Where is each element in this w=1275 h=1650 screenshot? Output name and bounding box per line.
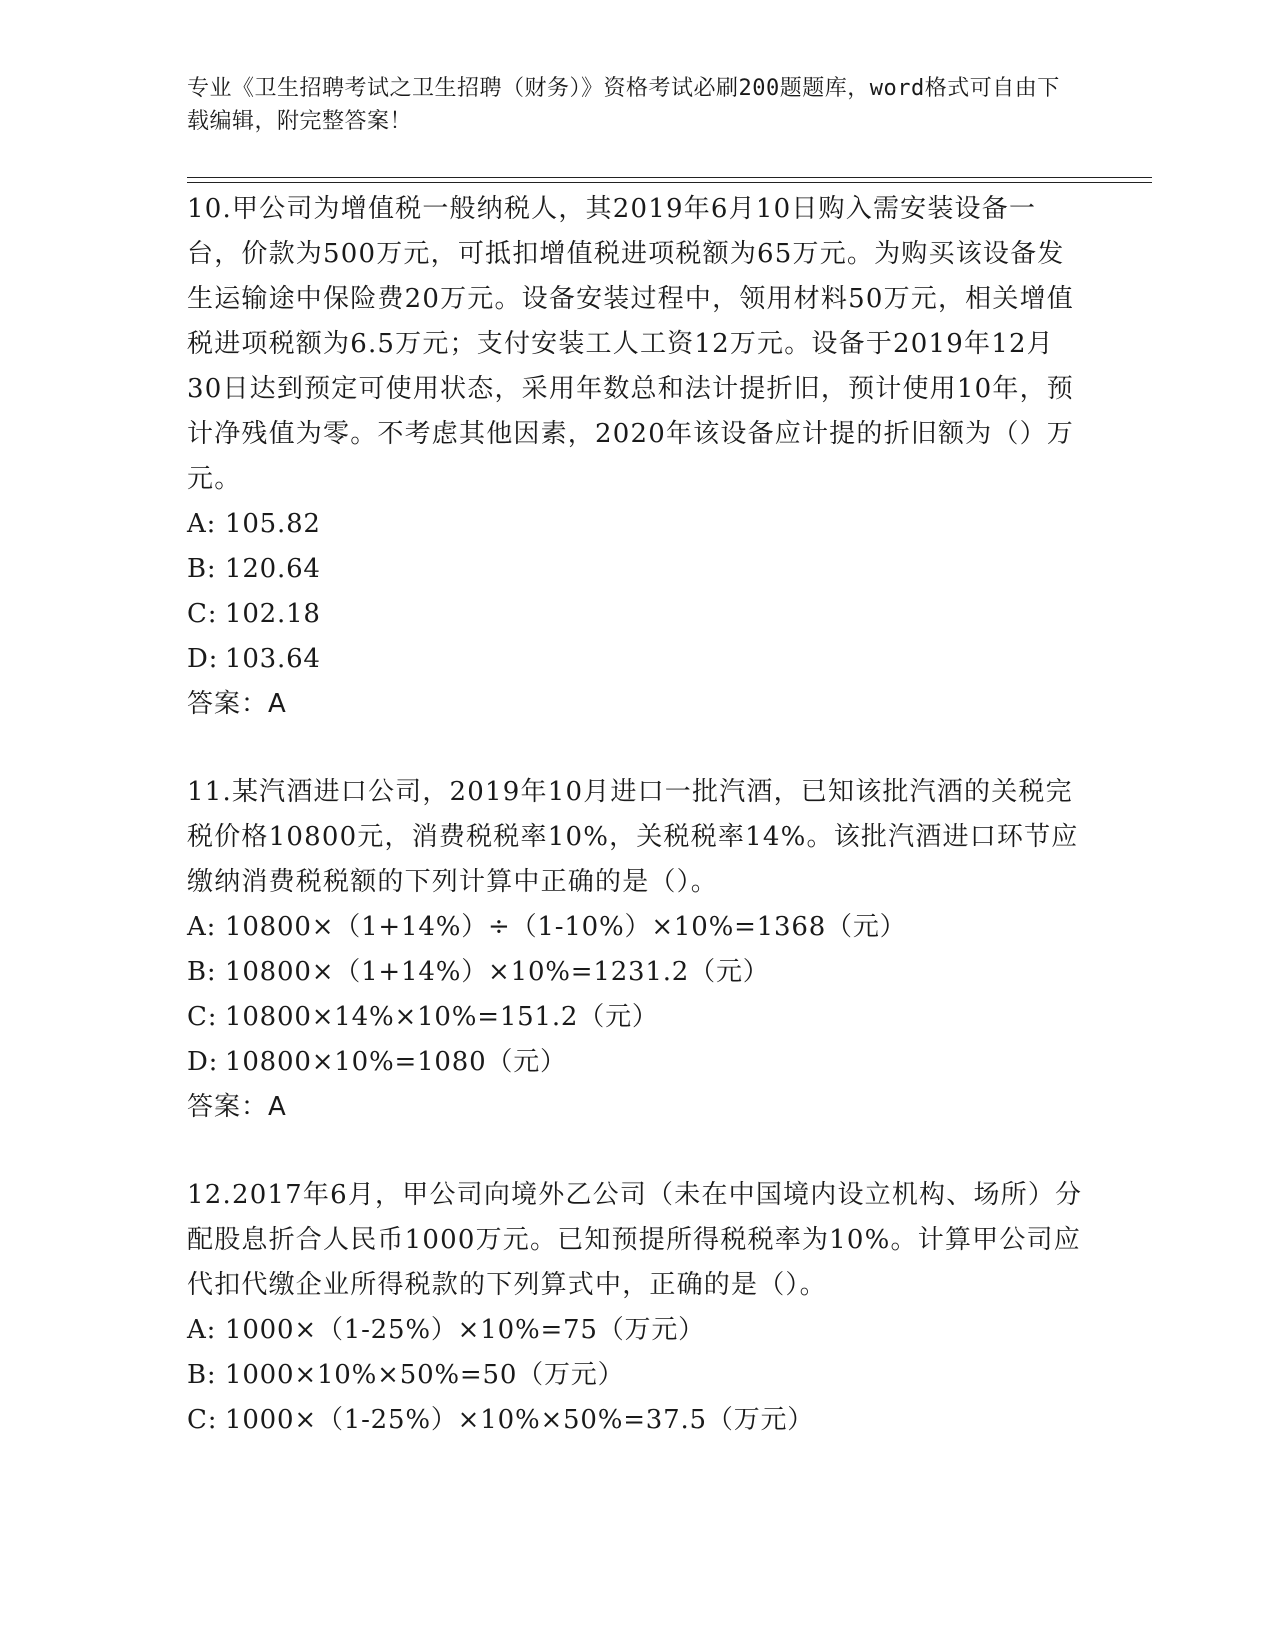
option-letter: B: <box>187 957 217 987</box>
option-letter: A: <box>187 1315 217 1345</box>
option-letter: A: <box>187 912 217 942</box>
question-list <box>187 187 1087 1486</box>
page-header-text: 专业《卫生招聘考试之卫生招聘（财务）》资格考试必刷200题题库，word格式可自由下载编辑，附完整答案！ <box>187 76 1060 134</box>
option-a <box>187 502 1087 547</box>
option-text: 10800×（1+14%）×10%=1231.2（元） <box>225 957 770 987</box>
question-stem: 10.甲公司为增值税一般纳税人，其2019年6月10日购入需安装设备一台，价款为500万元，可抵扣增值税进项税额为65万元。为购买该设备发生运输途中保险费20万元。设备安装过程中，领用材料50万元，相关增值税进项税额为6.5万元；支付安装工人工资12万元。设备于2019年12月30日达到预定可使用状态，采用年数总和法计提折旧，预计使用10年，预计净残值为零。不考虑其他因素，2020年该设备应计提的折旧额为（）万元。 <box>187 194 1074 494</box>
option-letter: B: <box>187 554 217 584</box>
question-11 <box>187 770 1087 1130</box>
option-c <box>187 592 1087 637</box>
header-double-rule <box>187 177 1152 183</box>
option-text: 10800×10%=1080（元） <box>225 1047 567 1077</box>
option-text: 120.64 <box>225 554 321 584</box>
option-a <box>187 1308 1087 1353</box>
option-letter: D: <box>187 1047 219 1077</box>
option-letter: D: <box>187 644 219 674</box>
option-text: 103.64 <box>225 644 321 674</box>
question-12 <box>187 1173 1087 1443</box>
option-letter: C: <box>187 1405 218 1435</box>
option-d <box>187 637 1087 682</box>
option-text: 1000×（1-25%）×10%=75（万元） <box>225 1315 705 1345</box>
option-b <box>187 547 1087 592</box>
option-letter: C: <box>187 1002 218 1032</box>
option-d <box>187 1040 1087 1085</box>
option-a <box>187 905 1087 950</box>
question-10 <box>187 187 1087 727</box>
option-c <box>187 1398 1087 1443</box>
answer-line: 答案：A <box>187 689 287 719</box>
option-letter: A: <box>187 509 217 539</box>
option-text: 1000×10%×50%=50（万元） <box>225 1360 625 1390</box>
option-b <box>187 950 1087 995</box>
question-stem: 11.某汽酒进口公司，2019年10月进口一批汽酒，已知该批汽酒的关税完税价格10800元，消费税税率10%，关税税率14%。该批汽酒进口环节应缴纳消费税税额的下列计算中正确的是（）。 <box>187 777 1079 897</box>
option-text: 105.82 <box>225 509 321 539</box>
option-c <box>187 995 1087 1040</box>
option-letter: C: <box>187 599 218 629</box>
option-text: 102.18 <box>225 599 321 629</box>
answer-line: 答案：A <box>187 1092 287 1122</box>
option-b <box>187 1353 1087 1398</box>
option-text: 10800×（1+14%）÷（1-10%）×10%=1368（元） <box>225 912 907 942</box>
option-text: 1000×（1-25%）×10%×50%=37.5（万元） <box>225 1405 815 1435</box>
option-text: 10800×14%×10%=151.2（元） <box>225 1002 659 1032</box>
question-stem: 12.2017年6月，甲公司向境外乙公司（未在中国境内设立机构、场所）分配股息折合人民币1000万元。已知预提所得税税率为10%。计算甲公司应代扣代缴企业所得税款的下列算式中，正确的是（）。 <box>187 1180 1083 1300</box>
option-letter: B: <box>187 1360 217 1390</box>
